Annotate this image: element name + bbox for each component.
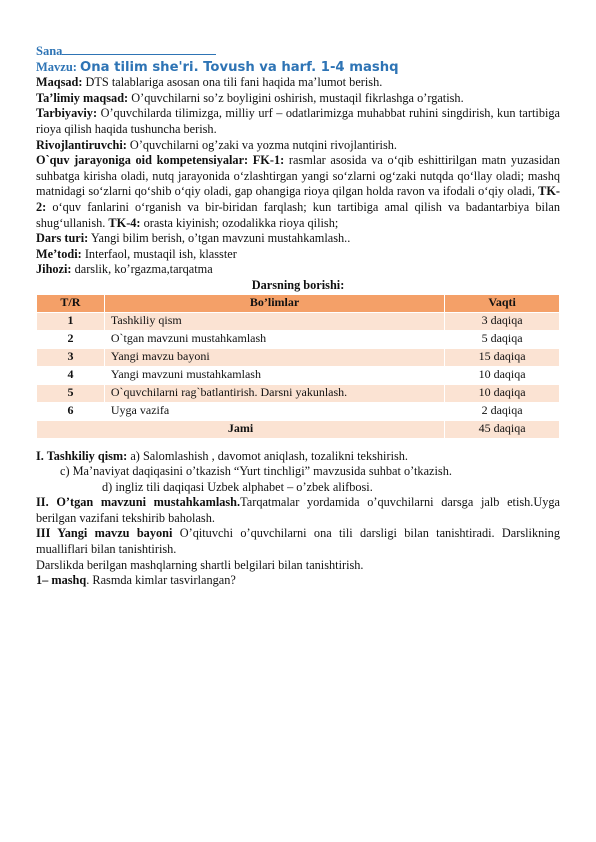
- lesson-type-line: [36, 231, 560, 247]
- header-time: Vaqti: [445, 294, 560, 312]
- lesson-type-label: Dars turi:: [36, 231, 89, 246]
- upbringing-label: Tarbiyaviy:: [36, 106, 98, 121]
- method-line: [36, 247, 560, 263]
- row-section: O`tgan mavzuni mustahkamlash: [104, 330, 444, 348]
- section-1-c: c) Ma’naviyat daqiqasini o’tkazish “Yurt tinchligi” mavzusida suhbat o’tkazish.: [60, 464, 452, 479]
- edu-goal-line: [36, 91, 560, 107]
- competencies-label: O`quv jarayoniga oid kompetensiyalar:: [36, 153, 249, 168]
- goal-text: DTS talablariga asosan ona tili fani haqida ma’lumot berish.: [82, 75, 383, 90]
- date-line: [36, 44, 560, 60]
- equipment-line: [36, 262, 560, 278]
- section-1-d: d) ingliz tili daqiqasi Uzbek alphabet – o’zbek alifbosi.: [102, 479, 373, 494]
- row-section: O`quvchilarni rag`batlantirish. Darsni yakunlash.: [104, 384, 444, 402]
- row-time: 5 daqiqa: [445, 330, 560, 348]
- header-tr: T/R: [37, 294, 105, 312]
- topic-label: Mavzu:: [36, 59, 77, 74]
- exercise-1-label: 1– mashq: [36, 573, 87, 588]
- row-section: Uyga vazifa: [104, 402, 444, 420]
- edu-goal-label: Ta’limiy maqsad:: [36, 90, 129, 105]
- table-row: [37, 402, 560, 420]
- date-label: Sana: [36, 44, 63, 58]
- row-number: 5: [37, 384, 105, 402]
- table-header-row: [37, 294, 560, 312]
- exercise-1-text: . Rasmda kimlar tasvirlangan?: [86, 573, 236, 588]
- table-row: [37, 348, 560, 366]
- section-2-label: II. O’tgan mavzuni mustahkamlash.: [36, 495, 241, 510]
- table-total-row: [37, 420, 560, 438]
- equipment-text: darslik, ko’rgazma,tarqatma: [71, 262, 213, 277]
- method-text: Interfaol, mustaqil ish, klasster: [81, 246, 237, 261]
- tk4-label: TK-4:: [108, 215, 141, 230]
- date-blank: [62, 44, 216, 55]
- section-1-line: [36, 449, 560, 465]
- method-label: Me’todi:: [36, 246, 82, 261]
- table-row: [37, 330, 560, 348]
- upbringing-line: [36, 106, 560, 137]
- section-3-label: III Yangi mavzu bayoni: [36, 526, 173, 541]
- table-row: [37, 366, 560, 384]
- tk4-text: orasta kiyinish; ozodalikka rioya qilish;: [140, 215, 339, 230]
- fk1-text: rasmlar asosida va o‘qib eshittirilgan matn yuzasidan suhbatga kirisha oladi, nutq jarayonida o‘zlashtirgan yangi so‘zlarni og‘zaki nutqda qo‘llay oladi; mashq matnidagi so‘zlarni qo‘shib o‘qiy oladi, gap ohangiga rioya qilgan holda ravon va ifodali o‘qiy oladi,: [36, 153, 560, 199]
- goal-label: Maqsad:: [36, 75, 83, 90]
- table-row: [37, 312, 560, 330]
- tk2-label: TK-2:: [36, 184, 560, 214]
- row-time: 3 daqiqa: [445, 312, 560, 330]
- row-section: Yangi mavzuni mustahkamlash: [104, 366, 444, 384]
- goal-line: [36, 75, 560, 91]
- spacer: [36, 439, 560, 449]
- section-3-line2: Darslikda berilgan mashqlarning shartli belgilari bilan tanishtirish.: [36, 557, 364, 572]
- lesson-type-text: Yangi bilim berish, o’tgan mavzuni mustahkamlash..: [88, 231, 351, 246]
- exercise-1-line: [36, 573, 560, 589]
- lesson-schedule-table: [36, 294, 560, 439]
- section-1-text: a) Salomlashish , davomot aniqlash, tozalikni tekshirish.: [127, 448, 408, 463]
- total-time: 45 daqiqa: [445, 420, 560, 438]
- row-section: Yangi mavzu bayoni: [104, 348, 444, 366]
- row-number: 4: [37, 366, 105, 384]
- lesson-plan-page: [36, 44, 560, 589]
- total-label: Jami: [37, 420, 445, 438]
- row-number: 1: [37, 312, 105, 330]
- row-number: 6: [37, 402, 105, 420]
- row-number: 2: [37, 330, 105, 348]
- topic-line: [36, 60, 560, 76]
- section-1-label: I. Tashkiliy qism:: [36, 448, 128, 463]
- header-sections: Bo’limlar: [104, 294, 444, 312]
- upbringing-text: O’quvchilarda tilimizga, milliy urf – odatlarimizga muhabbat ruhini singdirish, kun tartibiga rioya qilish haqida tushuncha berish.: [36, 106, 560, 136]
- row-number: 3: [37, 348, 105, 366]
- row-time: 10 daqiqa: [445, 384, 560, 402]
- competencies-paragraph: [36, 153, 560, 231]
- table-row: [37, 384, 560, 402]
- fk1-label: FK-1:: [252, 153, 285, 168]
- row-time: 10 daqiqa: [445, 366, 560, 384]
- topic-title: Ona tilim she'ri. Tovush va harf. 1-4 mashq: [80, 59, 399, 75]
- section-2-text: Tarqatmalar yordamida o’quvchilarni darsga jalb etish.Uyga berilgan vazifani tekshirib baholash.: [36, 495, 561, 525]
- section-3-paragraph: [36, 526, 560, 557]
- table-caption: Darsning borishi:: [251, 277, 345, 292]
- tk2-text: o‘quv fanlarini o‘rganish va bir-biridan farqlash; kun tartibiga amal qilish va badantarbiya bilan shug‘ullanish.: [36, 199, 560, 230]
- section-3-text: O’qituvchi o’quvchilarni ona tili darsligi bilan tanishtiradi. Darslikning mualliflari bilan tanishtirish.: [36, 526, 560, 557]
- section-2-paragraph: [36, 495, 560, 526]
- developing-text: O’quvchilarni og’zaki va yozma nutqini rivojlantirish.: [126, 137, 397, 152]
- equipment-label: Jihozi:: [36, 262, 72, 277]
- row-section: Tashkiliy qism: [104, 312, 444, 330]
- developing-label: Rivojlantiruvchi:: [36, 137, 127, 152]
- row-time: 15 daqiqa: [445, 348, 560, 366]
- row-time: 2 daqiqa: [445, 402, 560, 420]
- developing-line: [36, 138, 560, 154]
- edu-goal-text: O’quvchilarni so’z boyligini oshirish, mustaqil fikrlashga o’rgatish.: [128, 90, 464, 105]
